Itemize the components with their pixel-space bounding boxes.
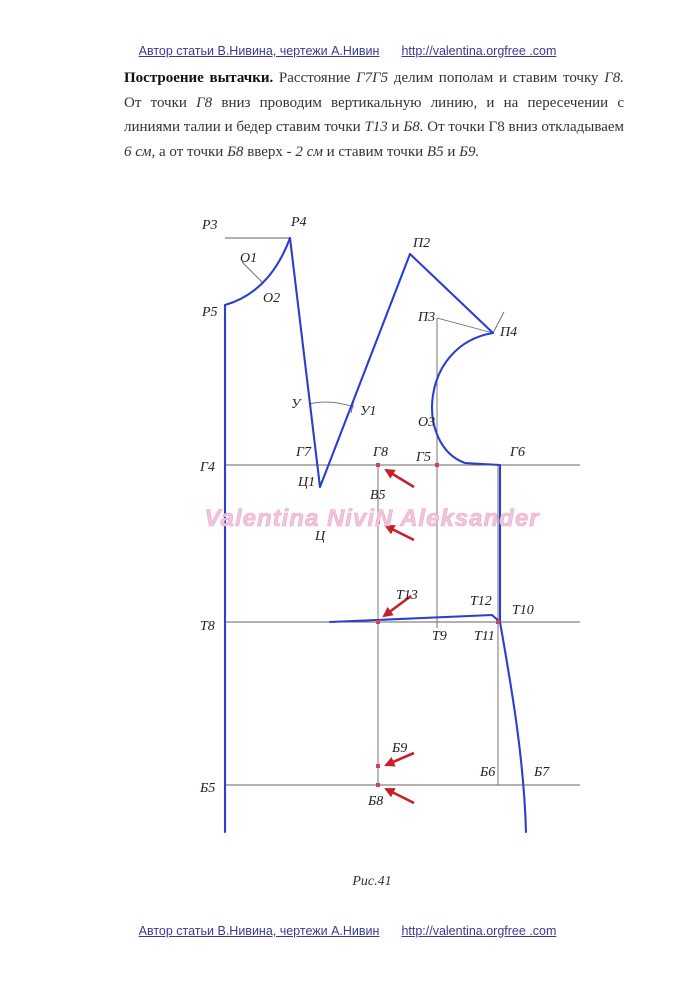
- label-g4: Г4: [200, 460, 215, 475]
- label-g8: Г8: [373, 445, 388, 460]
- point-ref: В5: [426, 143, 444, 160]
- label-v5: В5: [370, 488, 386, 503]
- text-segment: Расстояние: [273, 70, 357, 86]
- label-o1: О1: [240, 251, 258, 266]
- point-ref: Г8: [196, 94, 213, 111]
- label-p5: Р5: [202, 305, 218, 320]
- arrow-b8: [386, 789, 414, 803]
- point-mark: [435, 463, 439, 467]
- shoulder-dart-line[interactable]: [290, 238, 493, 487]
- label-b9: Б9: [392, 741, 408, 756]
- armhole-curve[interactable]: [432, 333, 500, 465]
- page-footer: [0, 924, 695, 938]
- point-ref: Г8.: [604, 70, 625, 86]
- text-segment: и ставим точки: [322, 143, 427, 160]
- text-segment: а от точки: [155, 143, 228, 160]
- label-c: Ц: [315, 529, 326, 544]
- label-c1: Ц1: [298, 475, 316, 490]
- text-segment: вверх -: [243, 143, 296, 160]
- label-p4: Р4: [291, 215, 307, 230]
- measure-ref: 2 см: [295, 143, 323, 160]
- text-segment: От точки Г8 вниз откладываем: [423, 119, 625, 135]
- point-ref: Б9.: [459, 143, 480, 160]
- footer-author: Автор статьи В.Нивина, чертежи А.Нивин: [138, 924, 380, 938]
- paragraph-title: Построение вытачки.: [124, 70, 274, 86]
- header-author: Автор статьи В.Нивина, чертежи А.Нивин: [138, 44, 380, 58]
- label-u1: У1: [360, 404, 377, 419]
- arrow-g8: [386, 470, 414, 487]
- pattern-lines: [225, 238, 526, 832]
- text-segment: вниз проводим вертикальную линию, и на пересечении с линиями талии и бедер ставим точки: [124, 94, 625, 135]
- point-mark: [376, 463, 380, 467]
- point-ref: Г7Г5: [356, 70, 389, 86]
- text-segment: делим пополам и ставим точку: [388, 70, 605, 86]
- label-t8: Т8: [200, 619, 215, 634]
- watermark: Valentina NiviN Aleksander: [204, 505, 540, 532]
- point-mark: [496, 620, 500, 624]
- label-g5: Г5: [416, 450, 431, 465]
- footer-url[interactable]: http://valentina.orgfree .com: [401, 924, 557, 938]
- label-t10: Т10: [512, 603, 534, 618]
- point-mark: [376, 764, 380, 768]
- label-p3: Р3: [202, 218, 218, 233]
- text-segment: и: [387, 119, 404, 135]
- label-g7: Г7: [296, 445, 311, 460]
- label-o3: О3: [418, 415, 436, 430]
- label-p3-armhole: П3: [418, 310, 436, 325]
- label-b7: Б7: [534, 765, 550, 780]
- text-segment: и: [443, 143, 460, 160]
- label-b5: Б5: [200, 781, 216, 796]
- label-t11: Т11: [474, 629, 495, 644]
- label-u: У: [291, 397, 301, 412]
- point-ref: Б8.: [403, 119, 424, 135]
- label-p4-armhole: П4: [500, 325, 518, 340]
- label-g6: Г6: [510, 445, 525, 460]
- neckline-curve[interactable]: [225, 238, 290, 305]
- text-segment: От точки: [124, 94, 197, 111]
- label-o2: О2: [263, 291, 281, 306]
- point-ref: Т13: [364, 119, 388, 135]
- label-p2: П2: [413, 236, 431, 251]
- label-b6: Б6: [480, 765, 496, 780]
- hip-side-curve[interactable]: [500, 622, 526, 832]
- label-t12: Т12: [470, 594, 492, 609]
- shoulder-arc: [309, 402, 354, 407]
- figure-caption: Рис.41: [352, 874, 392, 889]
- point-ref: Б8: [227, 143, 244, 160]
- label-t9: Т9: [432, 629, 447, 644]
- header-url[interactable]: http://valentina.orgfree .com: [401, 44, 557, 58]
- measure-ref: 6 см,: [124, 143, 156, 160]
- label-b8: Б8: [368, 794, 384, 809]
- point-mark: [376, 620, 380, 624]
- point-mark: [376, 783, 380, 787]
- label-t13: Т13: [396, 588, 418, 603]
